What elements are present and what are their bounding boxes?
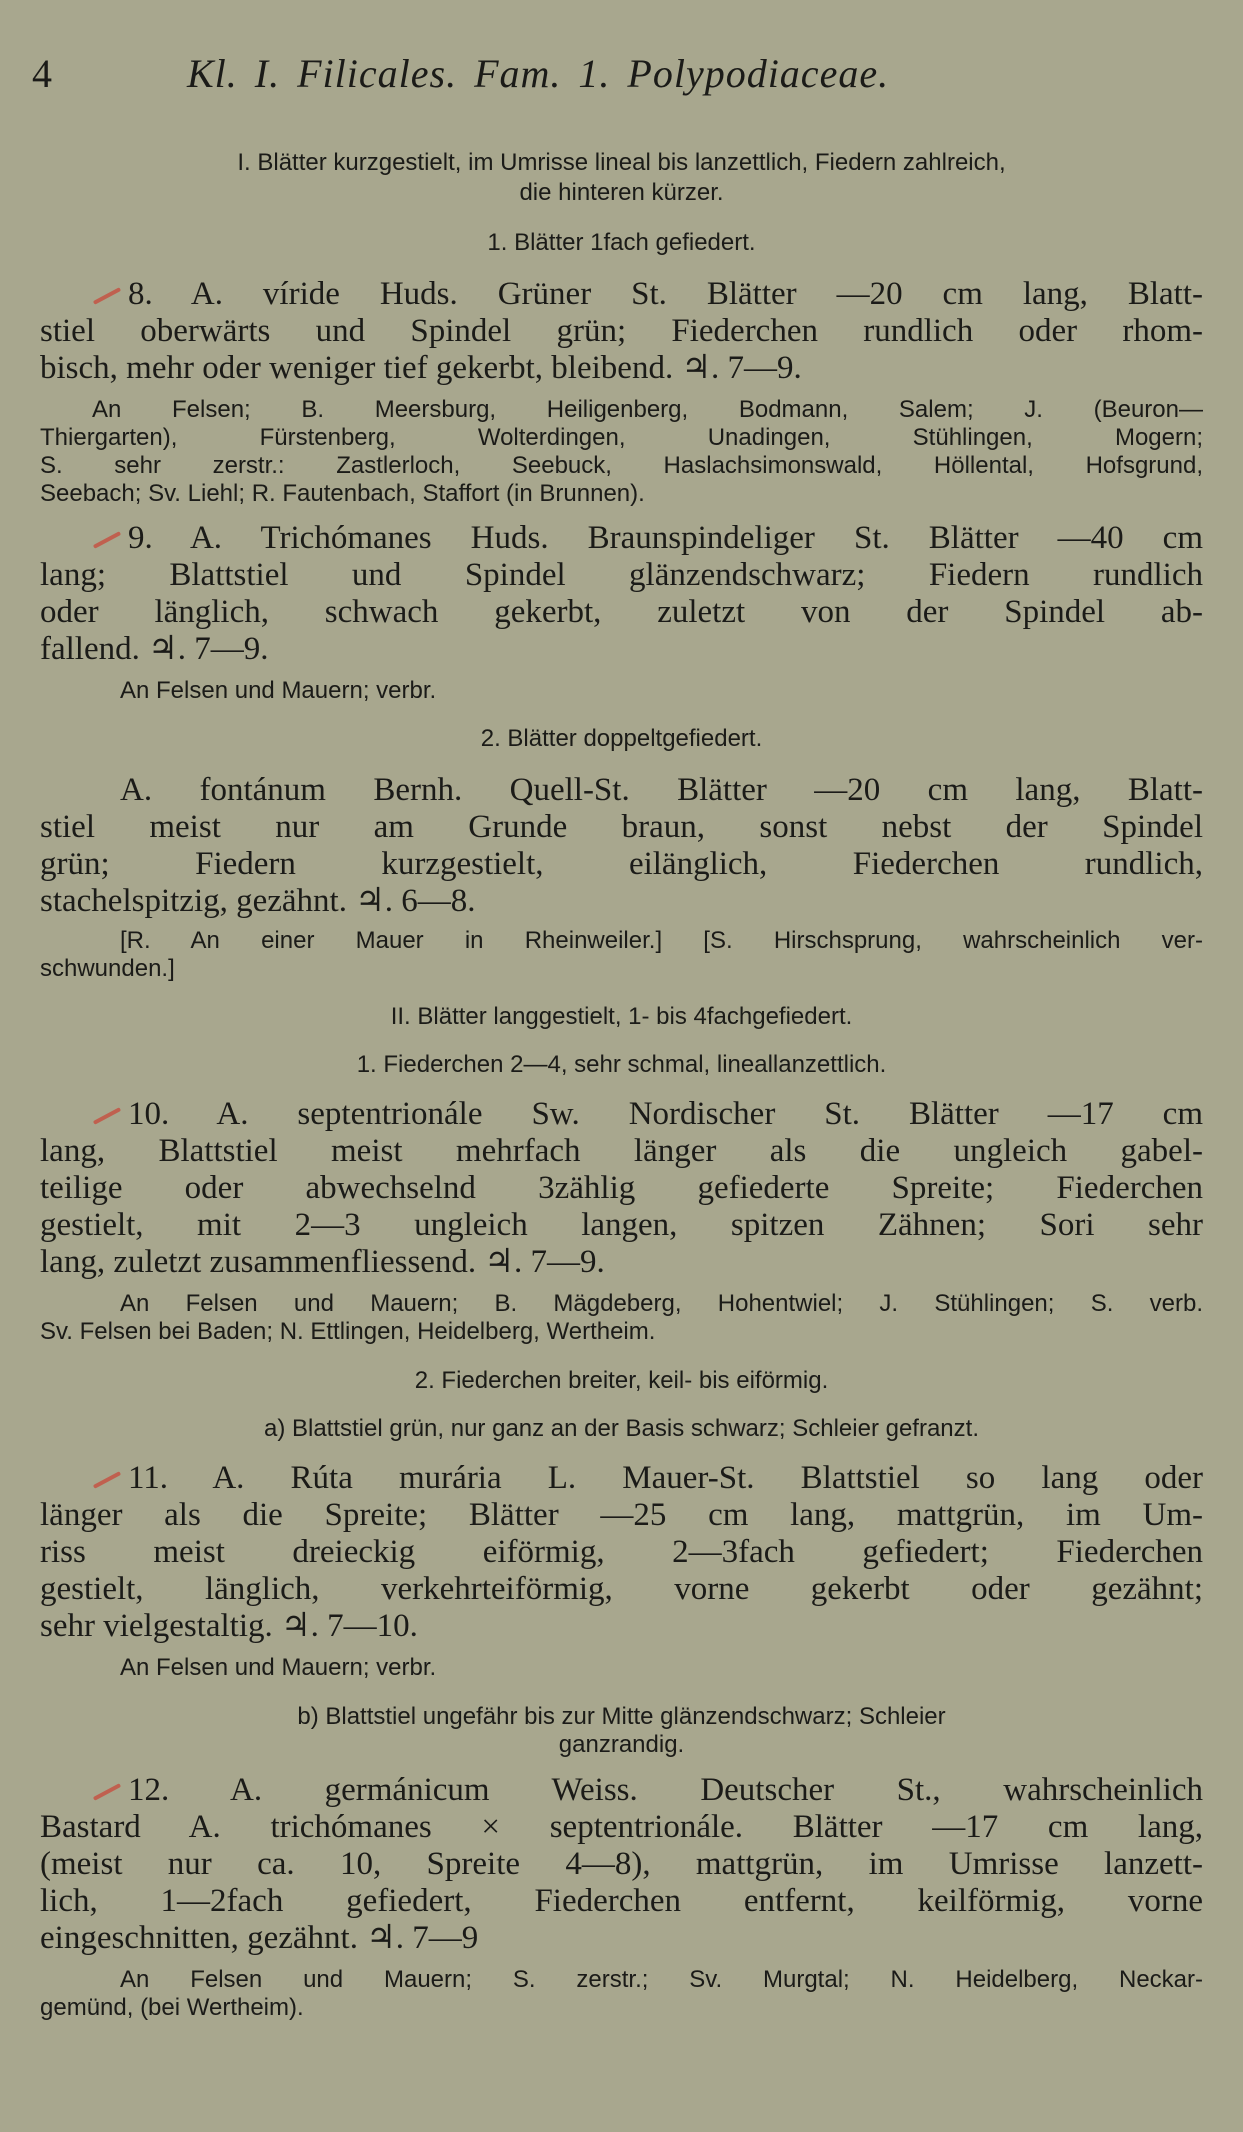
text-line-content: a) Blattstiel grün, nur ganz an der Basis schwarz; Schleier gefranzt. xyxy=(263,1415,979,1442)
text-line-content: [R. An einer Mauer in Rheinweiler.] [S. Hirschsprung, wahrscheinlich ver- xyxy=(120,927,1203,954)
text-line-content: 12. A. germánicum Weiss. Deutscher St., wahrscheinlich xyxy=(128,1772,1203,1808)
text-line xyxy=(40,1460,1203,1497)
text-line xyxy=(40,479,1203,509)
text-line xyxy=(40,1244,1203,1281)
text-line-content: gestielt, mit 2—3 ungleich langen, spitzen Zähnen; Sori sehr xyxy=(40,1207,1203,1243)
text-line-content: 9. A. Trichómanes Huds. Braunspindeliger St. Blätter —40 cm xyxy=(128,520,1203,556)
text-line-content: stachelspitzig, gezähnt. ♃. 6—8. xyxy=(40,883,476,919)
text-line-content: oder länglich, schwach gekerbt, zuletzt von der Spindel ab- xyxy=(40,594,1203,630)
text-line xyxy=(40,809,1203,846)
text-line xyxy=(40,423,1203,453)
text-line xyxy=(40,676,1203,706)
text-line-content: die hinteren kürzer. xyxy=(519,179,724,206)
text-line xyxy=(40,1993,1203,2023)
text-line xyxy=(40,1608,1203,1645)
text-line-content: stiel meist nur am Grunde braun, sonst nebst der Spindel xyxy=(40,809,1203,845)
text-line-content: An Felsen und Mauern; B. Mägdeberg, Hohentwiel; J. Stühlingen; S. verb. xyxy=(120,1290,1203,1317)
text-line-content: 1. Fiederchen 2—4, sehr schmal, lineallanzettlich. xyxy=(356,1051,887,1078)
text-line xyxy=(40,1965,1203,1995)
text-line xyxy=(40,954,1203,984)
text-line-content: Sv. Felsen bei Baden; N. Ettlingen, Heidelberg, Wertheim. xyxy=(40,1318,656,1345)
text-line xyxy=(40,1207,1203,1244)
text-line xyxy=(40,1317,1203,1347)
text-line xyxy=(40,926,1203,956)
text-line xyxy=(40,1096,1203,1133)
text-line xyxy=(40,451,1203,481)
text-line-content: gemünd, (bei Wertheim). xyxy=(40,1994,304,2021)
text-line xyxy=(40,276,1203,313)
text-line-content: länger als die Spreite; Blätter —25 cm lang, mattgrün, im Um- xyxy=(40,1497,1203,1533)
text-line xyxy=(40,1883,1203,1920)
text-line-content: Bastard A. trichómanes × septentrionále. Blätter —17 cm lang, xyxy=(40,1809,1203,1845)
text-line xyxy=(40,724,1203,754)
text-line xyxy=(40,1702,1203,1732)
text-line xyxy=(40,1920,1203,1957)
pencil-check-mark-icon xyxy=(93,1784,121,1802)
text-line-content: An Felsen und Mauern; verbr. xyxy=(120,677,437,704)
text-line-content: 8. A. víride Huds. Grüner St. Blätter —20 cm lang, Blatt- xyxy=(128,276,1203,312)
text-line xyxy=(40,883,1203,920)
text-line-content: eingeschnitten, gezähnt. ♃. 7—9 xyxy=(40,1920,479,1956)
text-line xyxy=(40,228,1203,258)
text-line-content: lich, 1—2fach gefiedert, Fiederchen entfernt, keilförmig, vorne xyxy=(40,1883,1203,1919)
text-line-content: grün; Fiedern kurzgestielt, eilänglich, Fiederchen rundlich, xyxy=(40,846,1203,882)
text-line xyxy=(40,772,1203,809)
text-line xyxy=(40,1002,1203,1032)
page-header xyxy=(32,50,1203,110)
text-line xyxy=(40,1571,1203,1608)
text-line xyxy=(40,1846,1203,1883)
pencil-check-mark-icon xyxy=(93,1108,121,1126)
text-line xyxy=(40,395,1203,425)
text-line-content: 1. Blätter 1fach gefiedert. xyxy=(487,229,756,256)
text-line-content: (meist nur ca. 10, Spreite 4—8), mattgrün, im Umrisse lanzett- xyxy=(40,1846,1203,1882)
text-line-content: S. sehr zerstr.: Zastlerloch, Seebuck, Haslachsimonswald, Höllental, Hofsgrund, xyxy=(40,452,1203,479)
text-line xyxy=(40,846,1203,883)
text-line xyxy=(40,1772,1203,1809)
text-line-content: II. Blätter langgestielt, 1- bis 4fachgefiedert. xyxy=(390,1003,853,1030)
text-line-content: 2. Fiederchen breiter, keil- bis eiförmig. xyxy=(414,1367,829,1394)
text-line-content: I. Blätter kurzgestielt, im Umrisse lineal bis lanzettlich, Fiedern zahlreich, xyxy=(237,149,1006,176)
text-line xyxy=(40,1497,1203,1534)
text-line xyxy=(40,594,1203,631)
text-line xyxy=(40,557,1203,594)
text-line-content: sehr vielgestaltig. ♃. 7—10. xyxy=(40,1608,418,1644)
text-line xyxy=(40,1653,1203,1683)
text-line-content: Seebach; Sv. Liehl; R. Fautenbach, Staffort (in Brunnen). xyxy=(40,480,645,507)
text-line-content: ganzrandig. xyxy=(558,1731,685,1758)
text-line-content: teilige oder abwechselnd 3zählig gefiederte Spreite; Fiederchen xyxy=(40,1170,1203,1206)
text-line-content: lang, zuletzt zusammenfliessend. ♃. 7—9. xyxy=(40,1244,605,1280)
pencil-check-mark-icon xyxy=(93,288,121,306)
text-line-content: schwunden.] xyxy=(40,955,175,982)
text-line-content: 10. A. septentrionále Sw. Nordischer St. Blätter —17 cm xyxy=(128,1096,1203,1132)
text-line-content: lang, Blattstiel meist mehrfach länger als die ungleich gabel- xyxy=(40,1133,1203,1169)
text-line xyxy=(40,1730,1203,1760)
text-line xyxy=(40,1534,1203,1571)
text-line xyxy=(40,1366,1203,1396)
text-line-content: An Felsen und Mauern; verbr. xyxy=(120,1654,437,1681)
text-line-content: bisch, mehr oder weniger tief gekerbt, bleibend. ♃. 7—9. xyxy=(40,350,802,386)
text-line xyxy=(40,1050,1203,1080)
text-line-content: lang; Blattstiel und Spindel glänzendschwarz; Fiedern rundlich xyxy=(40,557,1203,593)
text-line-content: riss meist dreieckig eiförmig, 2—3fach gefiedert; Fiederchen xyxy=(40,1534,1203,1570)
text-line-content: 11. A. Rúta murária L. Mauer-St. Blattstiel so lang oder xyxy=(128,1460,1203,1496)
text-line xyxy=(40,350,1203,387)
pencil-check-mark-icon xyxy=(93,1472,121,1490)
text-line xyxy=(40,631,1203,668)
text-line xyxy=(40,148,1203,178)
running-title: Kl. I. Filicales. Fam. 1. Polypodiaceae. xyxy=(187,51,890,96)
text-line-content: An Felsen; B. Meersburg, Heiligenberg, Bodmann, Salem; J. (Beuron— xyxy=(92,396,1203,423)
pencil-check-mark-icon xyxy=(93,532,121,550)
text-line xyxy=(40,1133,1203,1170)
text-line xyxy=(40,178,1203,208)
text-line-content: A. fontánum Bernh. Quell-St. Blätter —20 cm lang, Blatt- xyxy=(120,772,1203,808)
page-number: 4 xyxy=(32,51,52,96)
text-line-content: An Felsen und Mauern; S. zerstr.; Sv. Murgtal; N. Heidelberg, Neckar- xyxy=(120,1966,1203,1993)
text-line xyxy=(40,313,1203,350)
text-line xyxy=(40,1809,1203,1846)
text-line-content: fallend. ♃. 7—9. xyxy=(40,631,269,667)
text-line-content: b) Blattstiel ungefähr bis zur Mitte glänzendschwarz; Schleier xyxy=(297,1703,946,1730)
text-line xyxy=(40,520,1203,557)
text-line xyxy=(40,1289,1203,1319)
text-line-content: Thiergarten), Fürstenberg, Wolterdingen, Unadingen, Stühlingen, Mogern; xyxy=(40,424,1203,451)
text-line-content: 2. Blätter doppeltgefiedert. xyxy=(480,725,763,752)
text-line-content: stiel oberwärts und Spindel grün; Fiederchen rundlich oder rhom- xyxy=(40,313,1203,349)
text-line-content: gestielt, länglich, verkehrteiförmig, vorne gekerbt oder gezähnt; xyxy=(40,1571,1203,1607)
text-line xyxy=(40,1170,1203,1207)
text-line xyxy=(40,1414,1203,1444)
